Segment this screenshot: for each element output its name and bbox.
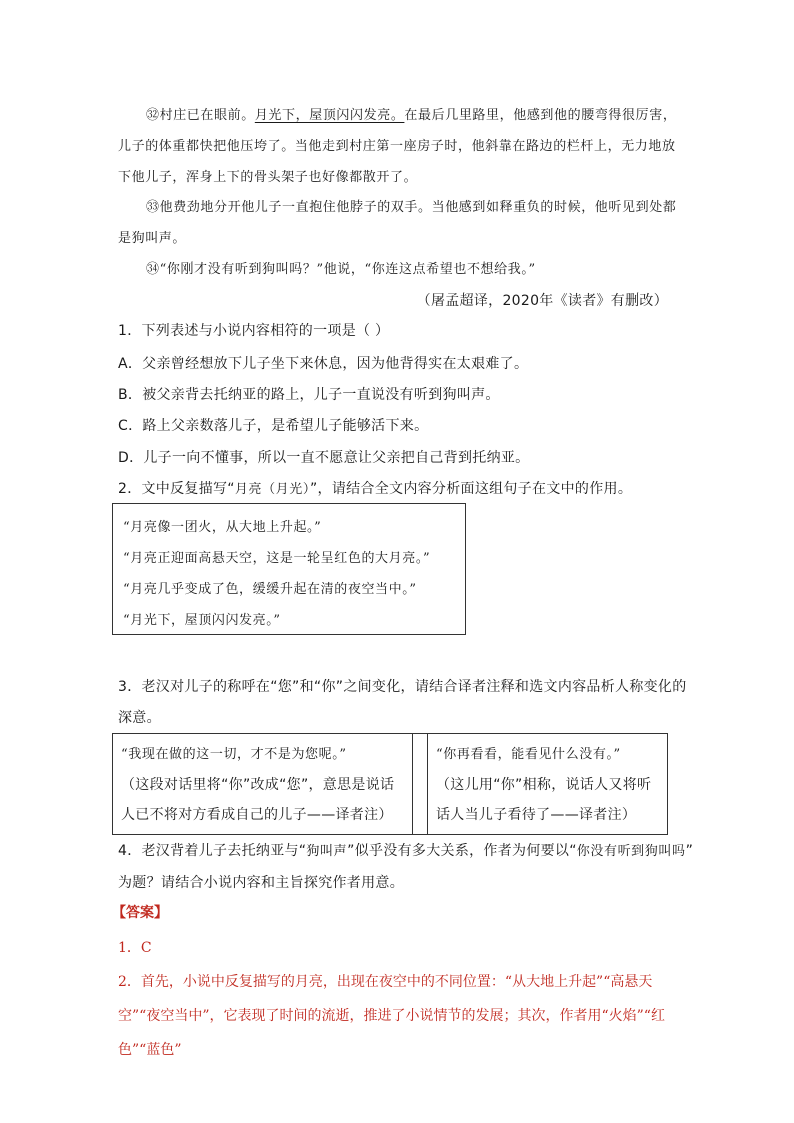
moon-quotes-box [112, 503, 466, 635]
quoted-keyword: 狗叫声 [306, 844, 348, 859]
quote-line: “月亮几乎变成了色，缓缓升起在清的夜空当中。” [123, 582, 417, 597]
question-4-line-1 [118, 840, 693, 860]
question-3-line-1: 3．老汉对儿子的称呼在“您”和“你”之间变化，请结合译者注释和选文内容品析人称变化的 [118, 679, 687, 695]
option-a: A．父亲曾经想放下儿子坐下来休息，因为他背得实在太艰难了。 [118, 356, 529, 372]
answer-1: 1．C [118, 940, 152, 956]
paragraph-32 [118, 100, 678, 193]
quote-line: “月亮像一团火，从大地上升起。” [123, 520, 322, 535]
dialogue-quote: “你再看看，能看见什么没有。” [436, 747, 621, 762]
pronoun-table [112, 733, 668, 835]
paragraph-text: 村庄已在眼前。 [159, 108, 255, 123]
question-text: ” [685, 843, 694, 859]
table-cell-right [428, 734, 667, 834]
question-text: 4．老汉背着儿子去托纳亚与“ [118, 843, 307, 859]
paragraph-34: ㉞“你刚才没有听到狗叫吗？”他说，“你连这点希望也不想给我。” [146, 262, 536, 277]
paragraph-33: ㉝他费劲地分开他儿子一直抱住他脖子的双手。当他感到如释重负的时候，他听见到处都是狗叫声。 [118, 200, 677, 246]
option-b: B．被父亲背去托纳亚的路上，儿子一直说没有听到狗叫声。 [118, 387, 500, 403]
question-text: ”，请结合全文内容分析面这组句子在文中的作用。 [309, 481, 633, 497]
dialogue-quote: “我现在做的这一切，才不是为您呢。” [121, 747, 347, 762]
question-4-line-2: 为题？请结合小说内容和主旨探究作者用意。 [118, 875, 404, 891]
translator-note: （这段对话里将“你”改成“您”，意思是说话人已不将对方看成自己的儿子——译者注） [121, 777, 395, 823]
quote-line: “月光下，屋顶闪闪发亮。” [123, 613, 281, 628]
translator-note: （这儿用“你”相称，说话人又将听话人当儿子看待了——译者注） [436, 777, 652, 823]
table-spacer-cell [413, 734, 428, 834]
quoted-keyword: 月亮（月光） [234, 482, 310, 497]
question-text: 2．文中反复描写“ [118, 481, 235, 497]
question-3-line-2: 深意。 [118, 710, 161, 726]
question-text: ”似乎没有多大关系，作者为何要以“ [347, 843, 577, 859]
paragraph-number: ㉜ [146, 108, 160, 123]
paragraph-text: 在最后几里路里，他感到他的腰弯得很厉害，儿子的体重都快把他压垮了。当他走到村庄第一座房子时，他斜靠在路边的栏杆上，无力地放下他儿子，浑身上下的骨头架子也好像都散开了。 [118, 108, 677, 185]
answer-2: 2．首先，小说中反复描写的月亮，出现在夜空中的不同位置：“从大地上升起”“高悬天空”“夜空当中”，它表现了时间的流逝，推进了小说情节的发展；其次，作者用“火焰”“红色”“蓝色” [118, 974, 665, 1058]
underlined-sentence: 月光下，屋顶闪闪发亮。 [254, 108, 405, 123]
option-c: C．路上父亲数落儿子，是希望儿子能够活下来。 [118, 418, 429, 434]
table-cell-left [113, 734, 413, 834]
quoted-title: 你没有听到狗叫吗 [576, 844, 686, 859]
source-citation: （屠孟超译，2020年《读者》有删改） [416, 293, 668, 309]
answer-heading: 【答案】 [112, 905, 168, 921]
question-1: 1．下列表述与小说内容相符的一项是（ ） [118, 323, 390, 339]
quote-line: “月亮正迎面高悬天空，这是一轮呈红色的大月亮。” [123, 551, 431, 566]
option-d: D．儿子一向不懂事，所以一直不愿意让父亲把自己背到托纳亚。 [118, 450, 530, 466]
question-2 [118, 478, 632, 498]
